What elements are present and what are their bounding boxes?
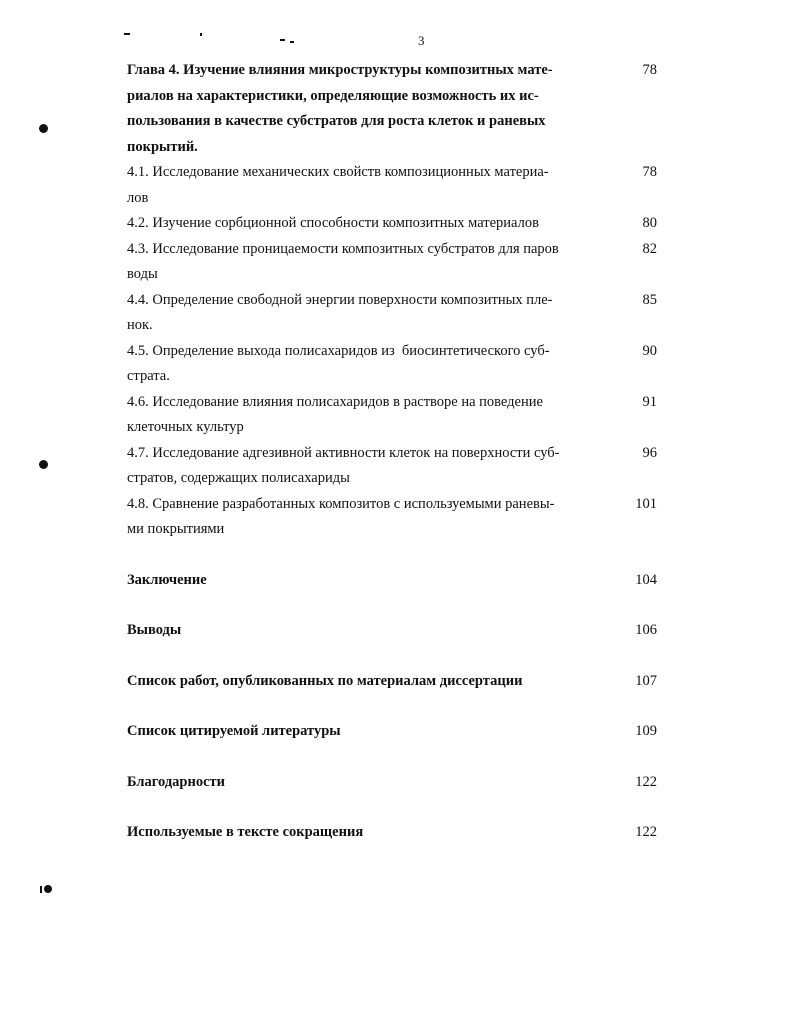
toc-entry-title: Глава 4. Изучение влияния микроструктуры композитных мате- риалов на характеристики, определяющие возможность их ис- пользования в качестве субстратов для роста клеток и раневых покрытий. (127, 62, 553, 155)
toc-section-4-8 (127, 492, 667, 543)
toc-entry-title: 4.2. Изучение сорбционной способности композитных материалов (127, 215, 539, 231)
toc-section-4-4 (127, 288, 667, 339)
scan-mark (200, 33, 202, 36)
toc-conclusion (127, 568, 667, 594)
toc-section-4-5 (127, 339, 667, 390)
scan-mark (40, 886, 42, 893)
scan-mark (290, 41, 294, 43)
toc-page-number: 109 (635, 723, 657, 739)
toc-page-number: 85 (642, 291, 657, 308)
toc-entry-title: 4.4. Определение свободной энергии поверхности композитных пле- нок. (127, 291, 553, 333)
table-of-contents (127, 58, 667, 846)
toc-entry-title: Благодарности (127, 773, 226, 790)
toc-entry-title: 4.1. Исследование механических свойств композиционных материа- лов (127, 164, 549, 206)
toc-page-number: 80 (642, 215, 657, 231)
toc-chapter-4 (127, 58, 667, 160)
toc-entry-title: Список цитируемой литературы (127, 723, 341, 739)
scan-mark (44, 885, 52, 893)
toc-entry-title: 4.3. Исследование проницаемости композитных субстратов для паров воды (127, 240, 559, 282)
scan-mark (124, 33, 130, 35)
toc-page-number: 122 (635, 773, 657, 790)
toc-page-number: 122 (635, 824, 657, 840)
toc-page-number: 91 (642, 393, 657, 410)
toc-page-number: 96 (642, 444, 657, 461)
toc-entry-title: 4.5. Определение выхода полисахаридов из биосинтетического суб- страта. (127, 342, 550, 384)
toc-abbreviations (127, 820, 667, 846)
scan-mark (39, 124, 48, 133)
toc-page-number: 101 (635, 495, 657, 512)
scan-mark (280, 39, 285, 41)
toc-entry-title: Заключение (127, 571, 207, 588)
toc-page-number: 90 (642, 342, 657, 359)
toc-section-4-3 (127, 237, 667, 288)
toc-section-4-7 (127, 441, 667, 492)
toc-publications (127, 669, 667, 695)
toc-entry-title: 4.7. Исследование адгезивной активности клеток на поверхности суб- стратов, содержащих полисахариды (127, 444, 560, 486)
toc-page-number: 106 (635, 622, 657, 638)
toc-references (127, 719, 667, 745)
page-number: 3 (418, 33, 425, 48)
toc-entry-title: Список работ, опубликованных по материалам диссертации (127, 672, 523, 689)
scan-mark (39, 460, 48, 469)
toc-section-4-2 (127, 211, 667, 237)
toc-entry-title: 4.6. Исследование влияния полисахаридов в растворе на поведение клеточных культур (127, 393, 543, 435)
toc-entry-title: Выводы (127, 622, 182, 638)
toc-page-number: 107 (635, 672, 657, 689)
toc-section-4-1 (127, 160, 667, 211)
toc-page-number: 82 (642, 240, 657, 257)
toc-entry-title: 4.8. Сравнение разработанных композитов с используемыми раневы- ми покрытиями (127, 495, 555, 537)
toc-findings (127, 618, 667, 644)
toc-page-number: 78 (642, 62, 657, 78)
toc-section-4-6 (127, 390, 667, 441)
toc-acknowledgements (127, 770, 667, 796)
toc-page-number: 104 (635, 571, 657, 588)
toc-entry-title: Используемые в тексте сокращения (127, 824, 364, 840)
toc-page-number: 78 (642, 164, 657, 180)
